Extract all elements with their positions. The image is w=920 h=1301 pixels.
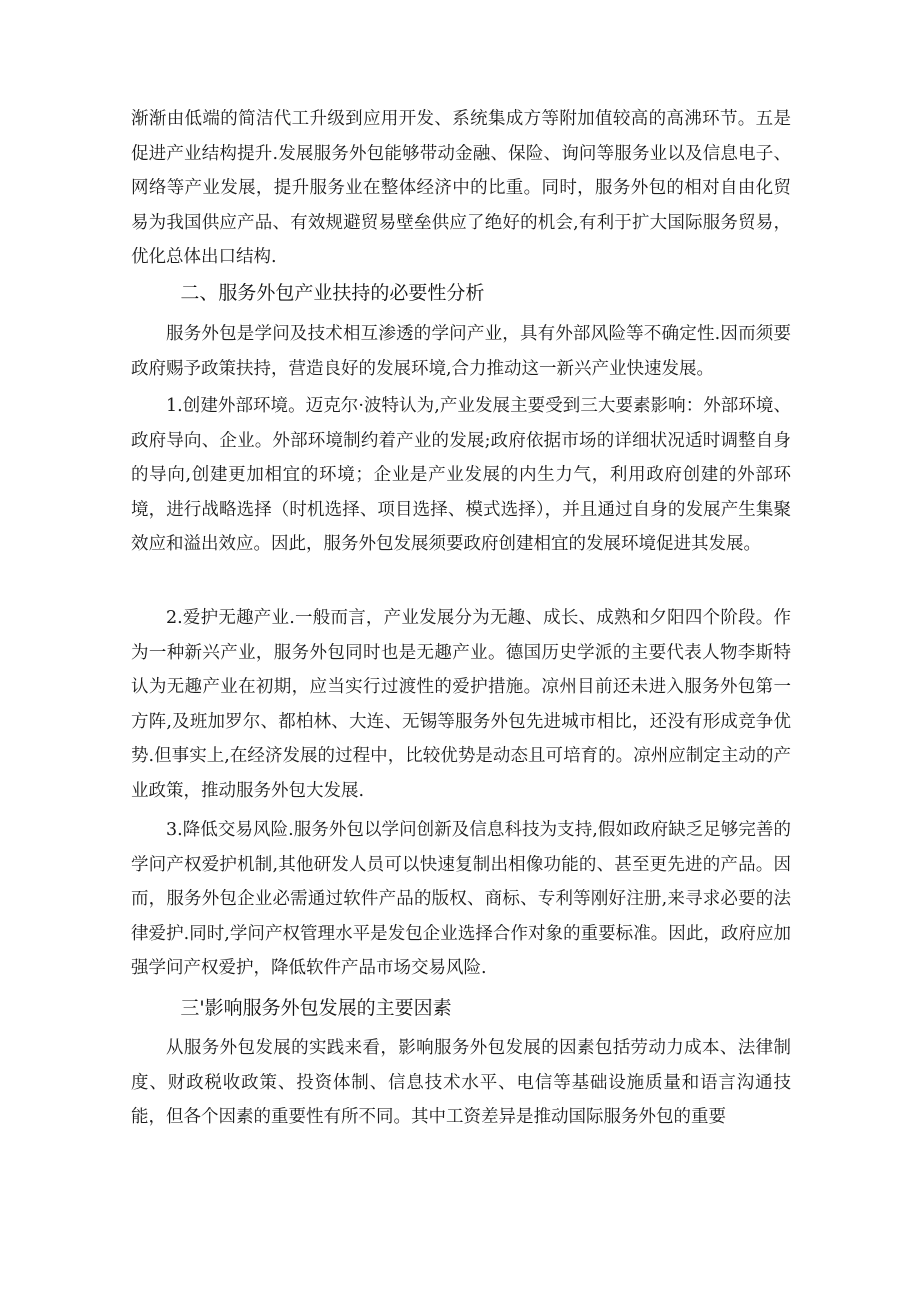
- paragraph-industrial-upgrade: 渐渐由低端的简洁代工升级到应用开发、系统集成方等附加值较高的高沸环节。五是促进产业结构提升.发展服务外包能够带动金融、保险、询问等服务业以及信息电子、网络等产业发展，提升服务业在整体经济中的比重。同时，服务外包的相对自由化贸易为我国供应产品、有效规避贸易壁垒供应了绝好的机会,有利于扩大国际服务贸易，优化总体出口结构.: [131, 109, 791, 267]
- paragraph-infant-industry: 2.爱护无趣产业.一般而言，产业发展分为无趣、成长、成熟和夕阳四个阶段。作为一种新兴产业，服务外包同时也是无趣产业。德国历史学派的主要代表人物李斯特认为无趣产业在初期，应当实行过渡性的爱护措施。凉州目前还未进入服务外包第一方阵,及班加罗尔、都柏林、大连、无锡等服务外包先进城市相比，还没有形成竞争优势.但事实上,在经济发展的过程中，比较优势是动态且可培育的。凉州应制定主动的产业政策，推动服务外包大发展.: [131, 608, 791, 801]
- section-heading-3: 三'影响服务外包发展的主要因素: [180, 997, 452, 1019]
- paragraph-main-factors: 从服务外包发展的实践来看，影响服务外包发展的因素包括劳动力成本、法律制度、财政税收政策、投资体制、信息技术水平、电信等基础设施质量和语言沟通技能，但各个因素的重要性有所不同。其中工资差异是推动国际服务外包的重要: [131, 1038, 791, 1127]
- paragraph-transaction-risk: 3.降低交易风险.服务外包以学问创新及信息科技为支持,假如政府缺乏足够完善的学问产权爱护机制,其他研发人员可以快速复制出相像功能的、甚至更先进的产品。因而，服务外包企业必需通过软件产品的版权、商标、专利等刚好注册,来寻求必要的法律爱护.同时,学问产权管理水平是发包企业选择合作对象的重要标准。因此，政府应加强学问产权爱护，降低软件产品市场交易风险.: [131, 820, 791, 978]
- paragraph-necessity-intro: 服务外包是学问及技术相互渗透的学问产业，具有外部风险等不确定性.因而须要政府赐予政策扶持，营造良好的发展环境,合力推动这一新兴产业快速发展。: [131, 324, 791, 379]
- document-body: [131, 102, 791, 1135]
- paragraph-external-environment: 1.创建外部环境。迈克尔·波特认为,产业发展主要受到三大要素影响：外部环境、政府导向、企业。外部环境制约着产业的发展;政府依据市场的详细状况适时调整自身的导向,创建更加相宜的环境；企业是产业发展的内生力气，利用政府创建的外部环境，进行战略选择（时机选择、项目选择、模式选择），并且通过自身的发展产生集聚效应和溢出效应。因此，服务外包发展须要政府创建相宜的发展环境促进其发展。: [131, 396, 791, 554]
- section-heading-2: 二、服务外包产业扶持的必要性分析: [180, 282, 485, 304]
